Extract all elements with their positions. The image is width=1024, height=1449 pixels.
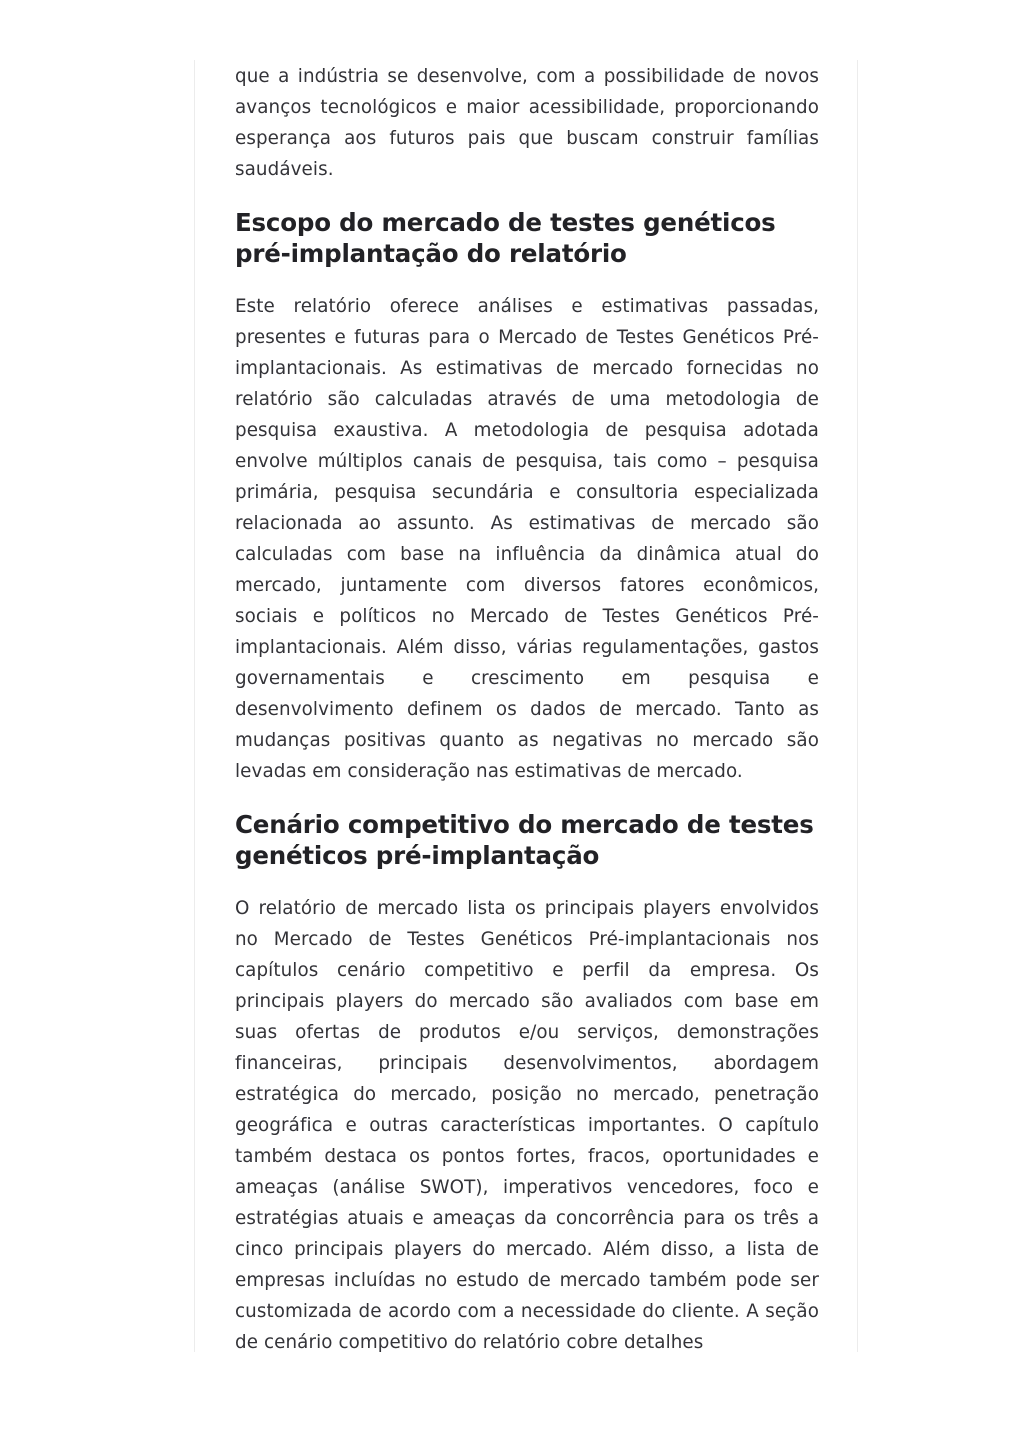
section-paragraph-competitive: O relatório de mercado lista os principais players envolvidos no Mercado de Testes Genéticos Pré-implantacionais nos capítulos cenário competitivo e perfil da empresa. Os principais players do mercado são avaliados com base em suas ofertas de produtos e/ou serviços, demonstrações financeiras, principais desenvolvimentos, abordagem estratégica do mercado, posição no mercado, penetração geográfica e outras características importantes. O capítulo também destaca os pontos fortes, fracos, oportunidades e ameaças (análise SWOT), imperativos vencedores, foco e estratégias atuais e ameaças da concorrência para os três a cinco principais players do mercado. Além disso, a lista de empresas incluídas no estudo de mercado também pode ser customizada de acordo com a necessidade do cliente. A seção de cenário competitivo do relatório cobre detalhes — [235, 898, 819, 1352]
section-heading-competitive: Cenário competitivo do mercado de testes genéticos pré-implantação — [235, 810, 814, 870]
section-paragraph-scope: Este relatório oferece análises e estimativas passadas, presentes e futuras para o Mercado de Testes Genéticos Pré-implantacionais. As estimativas de mercado fornecidas no relatório são calculadas através de uma metodologia de pesquisa exaustiva. A metodologia de pesquisa adotada envolve múltiplos canais de pesquisa, tais como – pesquisa primária, pesquisa secundária e consultoria especializada relacionada ao assunto. As estimativas de mercado são calculadas com base na influência da dinâmica atual do mercado, juntamente com diversos fatores econômicos, sociais e políticos no Mercado de Testes Genéticos Pré-implantacionais. Além disso, várias regulamentações, gastos governamentais e crescimento em pesquisa e desenvolvimento definem os dados de mercado. Tanto as mudanças positivas quanto as negativas no mercado são levadas em consideração nas estimativas de mercado. — [235, 296, 819, 782]
intro-paragraph: que a indústria se desenvolve, com a possibilidade de novos avanços tecnológicos e maior acessibilidade, proporcionando esperança aos futuros pais que buscam construir famílias saudáveis. — [235, 66, 819, 180]
document-page — [194, 60, 858, 1352]
document-content — [235, 60, 819, 1352]
section-heading-scope: Escopo do mercado de testes genéticos pré-implantação do relatório — [235, 208, 776, 268]
